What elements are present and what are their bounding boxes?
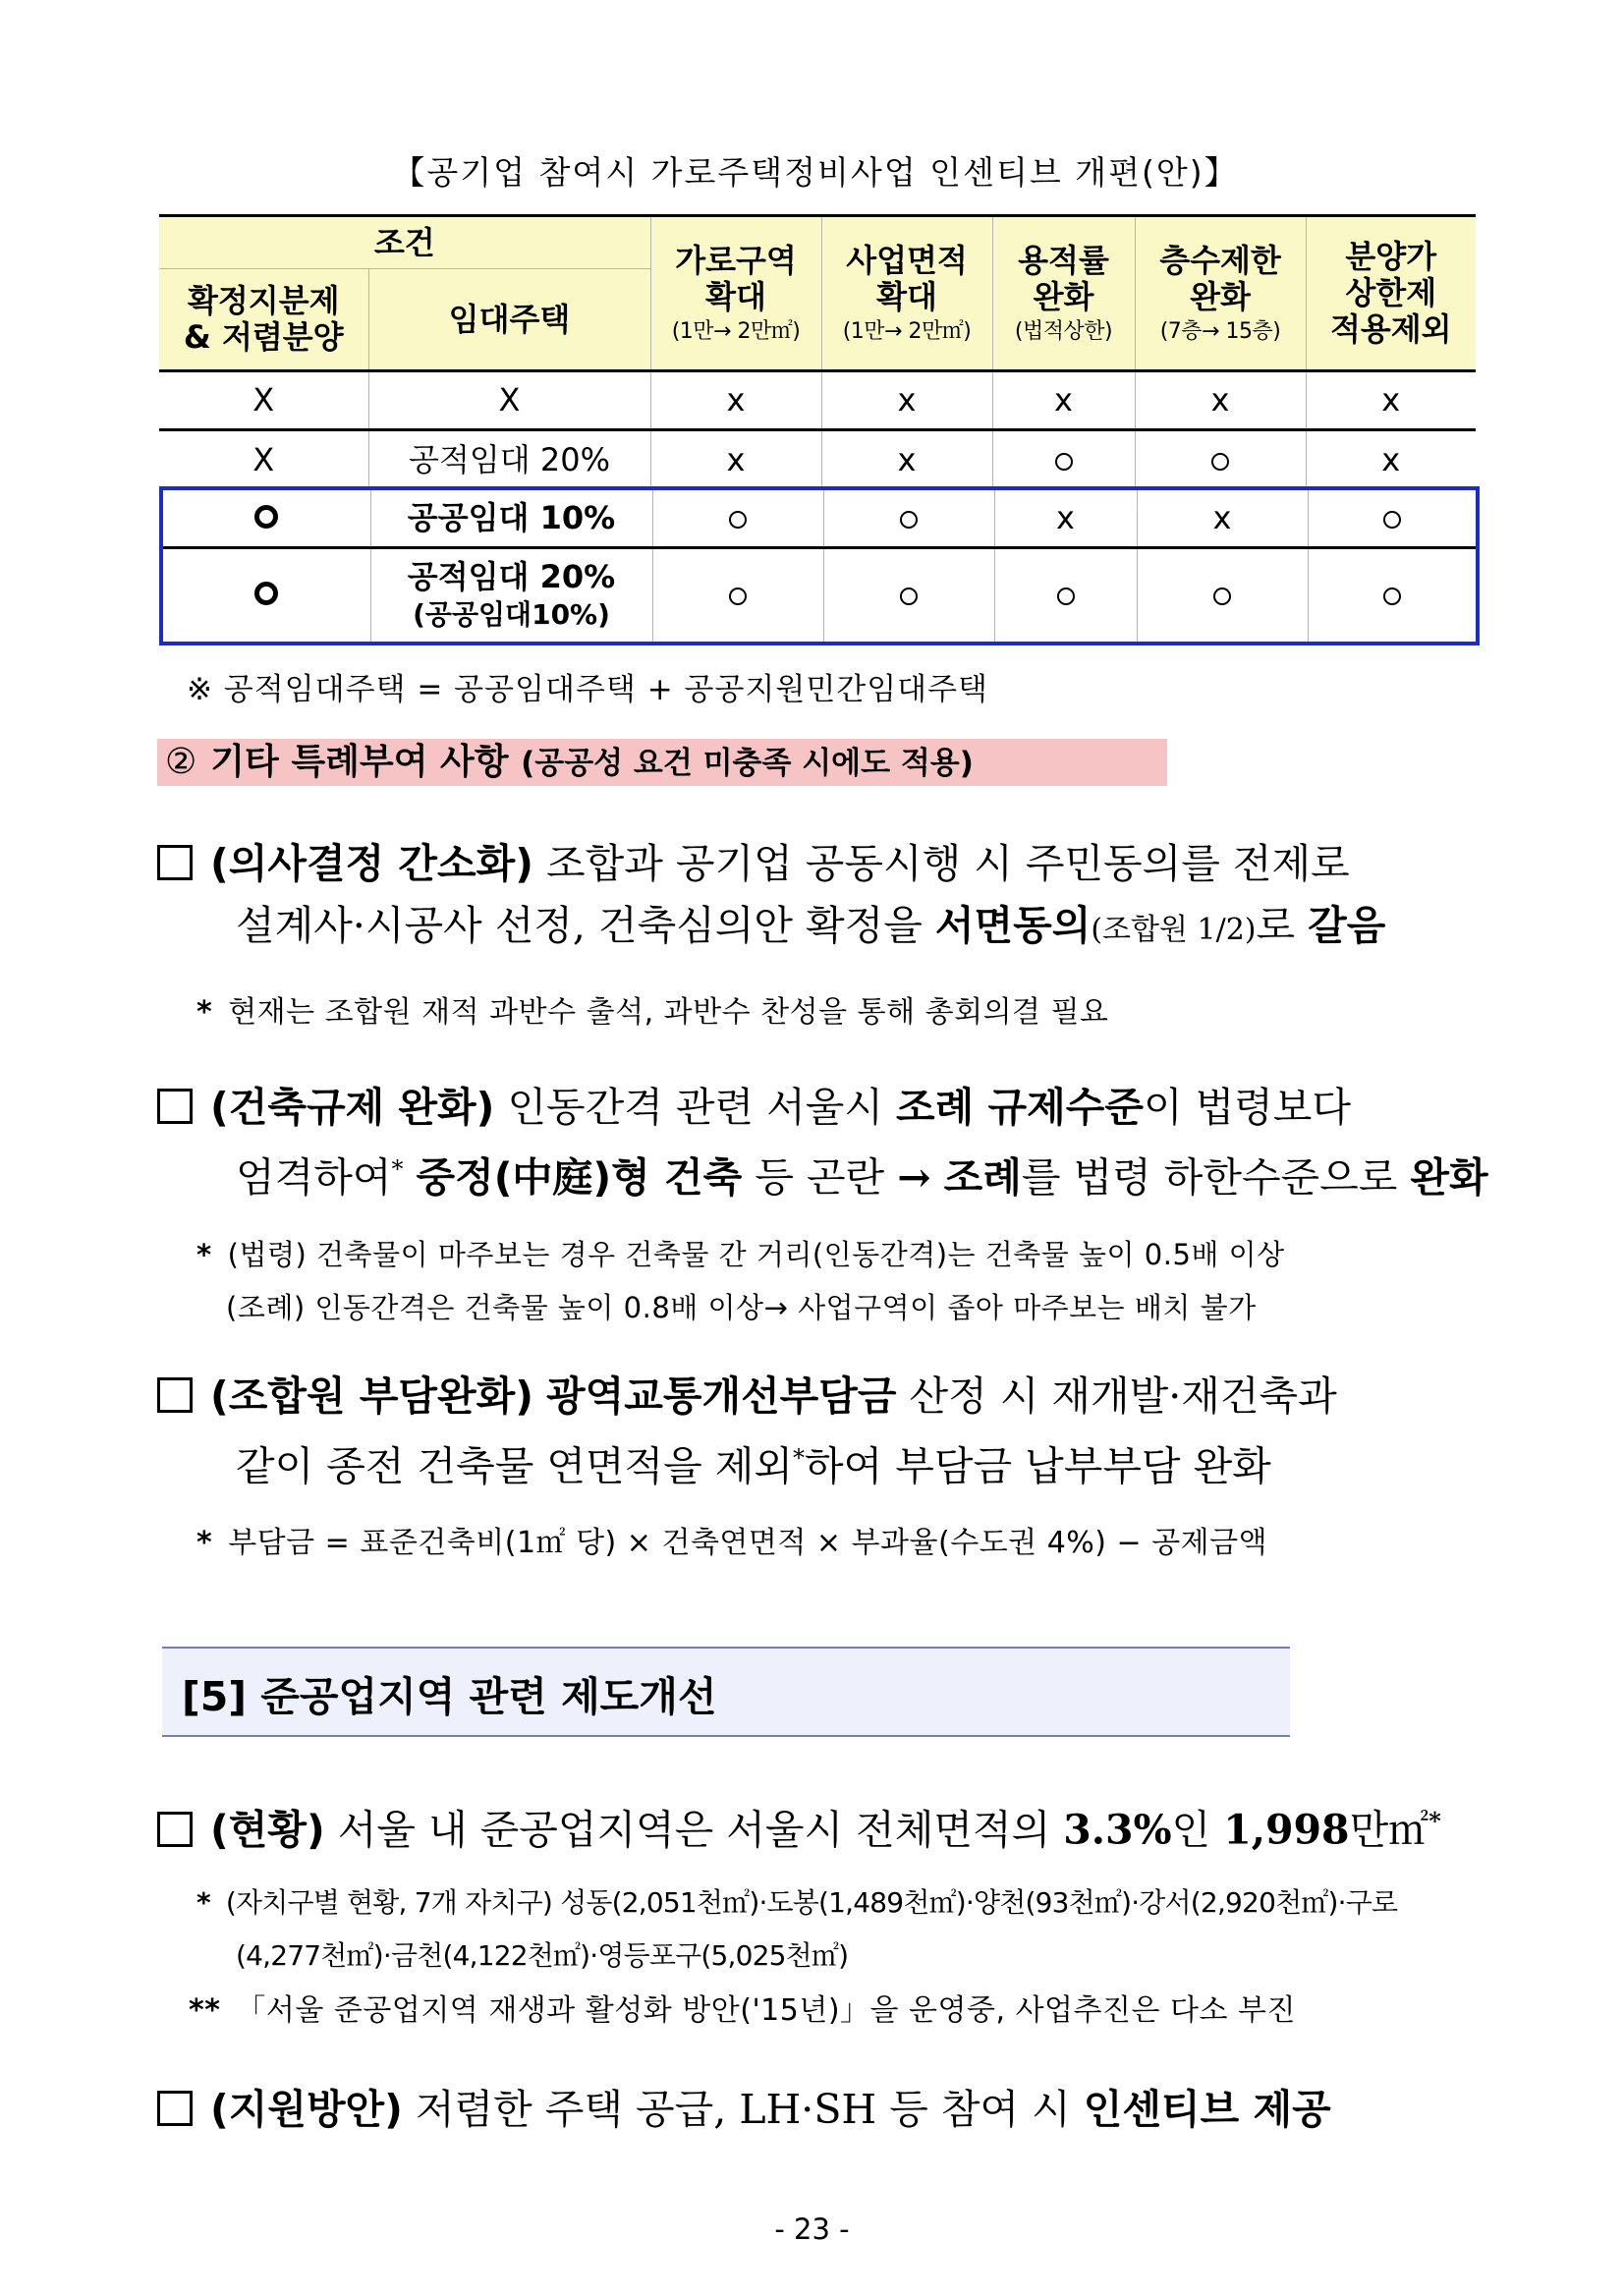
bold-circle-mark bbox=[254, 505, 278, 529]
circle-mark bbox=[900, 588, 918, 605]
cell-value bbox=[994, 547, 1137, 644]
header-floor-limit: 층수제한 완화 (7층→ 15층) bbox=[1135, 216, 1306, 371]
checkbox-square-icon bbox=[157, 1377, 193, 1413]
circle-mark bbox=[1383, 588, 1401, 605]
bullet-item: (지원방안) 저렴한 주택 공급, LH·SH 등 참여 시 인센티브 제공 bbox=[157, 2079, 1493, 2141]
bold-circle-mark bbox=[254, 582, 278, 605]
cell-value: x bbox=[650, 371, 821, 430]
cell-value bbox=[992, 430, 1135, 489]
cell-share: X bbox=[159, 430, 368, 489]
circle-mark bbox=[1057, 588, 1075, 605]
header-rental: 임대주택 bbox=[368, 269, 650, 371]
page-number: - 23 - bbox=[774, 2212, 850, 2246]
footnote: * (법령) 건축물이 마주보는 경우 건축물 간 거리(인동간격)는 건축물 높이 0.5배 이상 (조례) 인동간격은 건축물 높이 0.8배 이상→ 사업구역이 좁아 마주보는 배치 불가 bbox=[196, 1238, 1285, 1324]
header-project-area: 사업면적 확대 (1만→ 2만㎡) bbox=[821, 216, 992, 371]
footnote: * 현재는 조합원 재적 과반수 출석, 과반수 찬성을 통해 총회의결 필요 bbox=[196, 995, 1109, 1030]
incentive-table bbox=[159, 214, 1476, 489]
circle-mark bbox=[1213, 588, 1231, 605]
checkbox-square-icon bbox=[157, 1812, 193, 1847]
highlighted-rows bbox=[159, 486, 1480, 645]
header-price-cap: 분양가 상한제 적용제외 bbox=[1306, 216, 1476, 371]
bullet-item: (의사결정 간소화) 조합과 공기업 공동시행 시 주민동의를 전제로 설계사·시공사 선정, 건축심의안 확정을 서면동의(조합원 1/2)로 갈음 bbox=[157, 833, 1493, 961]
cell-value: x bbox=[821, 430, 992, 489]
cell-value bbox=[1137, 547, 1308, 644]
cell-rental: X bbox=[368, 371, 650, 430]
bullet-item: (조합원 부담완화) 광역교통개선부담금 산정 시 재개발·재건축과 같이 종전 건축물 연면적을 제외*하여 부담금 납부부담 완화 bbox=[157, 1366, 1493, 1498]
cell-value bbox=[823, 547, 994, 644]
cell-value: x bbox=[821, 371, 992, 430]
cell-value: x bbox=[1306, 371, 1476, 430]
circle-mark bbox=[1383, 511, 1401, 529]
footnote: ** 「서울 준공업지역 재생과 활성화 방안('15년)」을 운영중, 사업추진은 다소 부진 bbox=[189, 1993, 1296, 2028]
cell-value: x bbox=[994, 488, 1137, 547]
checkbox-square-icon bbox=[157, 845, 193, 880]
checkbox-square-icon bbox=[157, 1089, 193, 1124]
table-row bbox=[159, 371, 1476, 430]
table-title: 【공기업 참여시 가로주택정비사업 인센티브 개편(안)】 bbox=[392, 153, 1239, 192]
cell-value: x bbox=[1137, 488, 1308, 547]
cell-value bbox=[1135, 430, 1306, 489]
section-heading: ② 기타 특례부여 사항 (공공성 요건 미충족 시에도 적용) bbox=[157, 739, 1167, 786]
bullet-item: (현황) 서울 내 준공업지역은 서울시 전체면적의 3.3%인 1,998만㎡* bbox=[157, 1790, 1493, 1862]
circle-mark bbox=[900, 511, 918, 529]
cell-rental: 공적임대 20% (공공임대10%) bbox=[370, 547, 652, 644]
cell-value bbox=[1308, 488, 1478, 547]
footnote: * (자치구별 현황, 7개 자치구) 성동(2,051천㎡)·도봉(1,489천㎡)·양천(93천㎡)·강서(2,920천㎡)·구로 (4,277천㎡)·금천(4,122천㎡)·영등포구(5,025천㎡) bbox=[196, 1886, 1398, 1972]
cell-share bbox=[161, 547, 370, 644]
cell-rental: 공적임대 20% bbox=[368, 430, 650, 489]
cell-value: x bbox=[1306, 430, 1476, 489]
header-condition: 조건 bbox=[159, 216, 650, 269]
header-land-share: 확정지분제 & 저렴분양 bbox=[159, 269, 368, 371]
section-5-heading: [5] 준공업지역 관련 제도개선 bbox=[162, 1647, 1290, 1737]
table-row bbox=[161, 488, 1478, 547]
bullet-item: (건축규제 완화) 인동간격 관련 서울시 조례 규제수준이 법령보다 엄격하여* 중정(中庭)형 건축 등 곤란 → 조례를 법령 하한수준으로 완화 bbox=[157, 1077, 1493, 1209]
table-row bbox=[159, 430, 1476, 489]
header-street-block: 가로구역 확대 (1만→ 2만㎡) bbox=[650, 216, 821, 371]
circle-mark bbox=[729, 511, 747, 529]
cell-value bbox=[652, 547, 823, 644]
cell-value bbox=[652, 488, 823, 547]
cell-value: x bbox=[1135, 371, 1306, 430]
circle-mark bbox=[1211, 453, 1229, 471]
table-row bbox=[161, 547, 1478, 644]
cell-value bbox=[823, 488, 994, 547]
cell-rental: 공공임대 10% bbox=[370, 488, 652, 547]
cell-share bbox=[161, 488, 370, 547]
table-header-row bbox=[159, 216, 1476, 269]
table-footnote: ※ 공적임대주택 = 공공임대주택 + 공공지원민간임대주택 bbox=[187, 672, 989, 707]
cell-value bbox=[1308, 547, 1478, 644]
cell-share: X bbox=[159, 371, 368, 430]
cell-value: x bbox=[650, 430, 821, 489]
footnote: * 부담금 = 표준건축비(1㎡ 당) × 건축연면적 × 부과율(수도권 4%) − 공제금액 bbox=[196, 1526, 1268, 1560]
circle-mark bbox=[729, 588, 747, 605]
header-floor-area-ratio: 용적률 완화 (법적상한) bbox=[992, 216, 1135, 371]
cell-value: x bbox=[992, 371, 1135, 430]
circle-mark bbox=[1055, 453, 1073, 471]
checkbox-square-icon bbox=[157, 2091, 193, 2126]
